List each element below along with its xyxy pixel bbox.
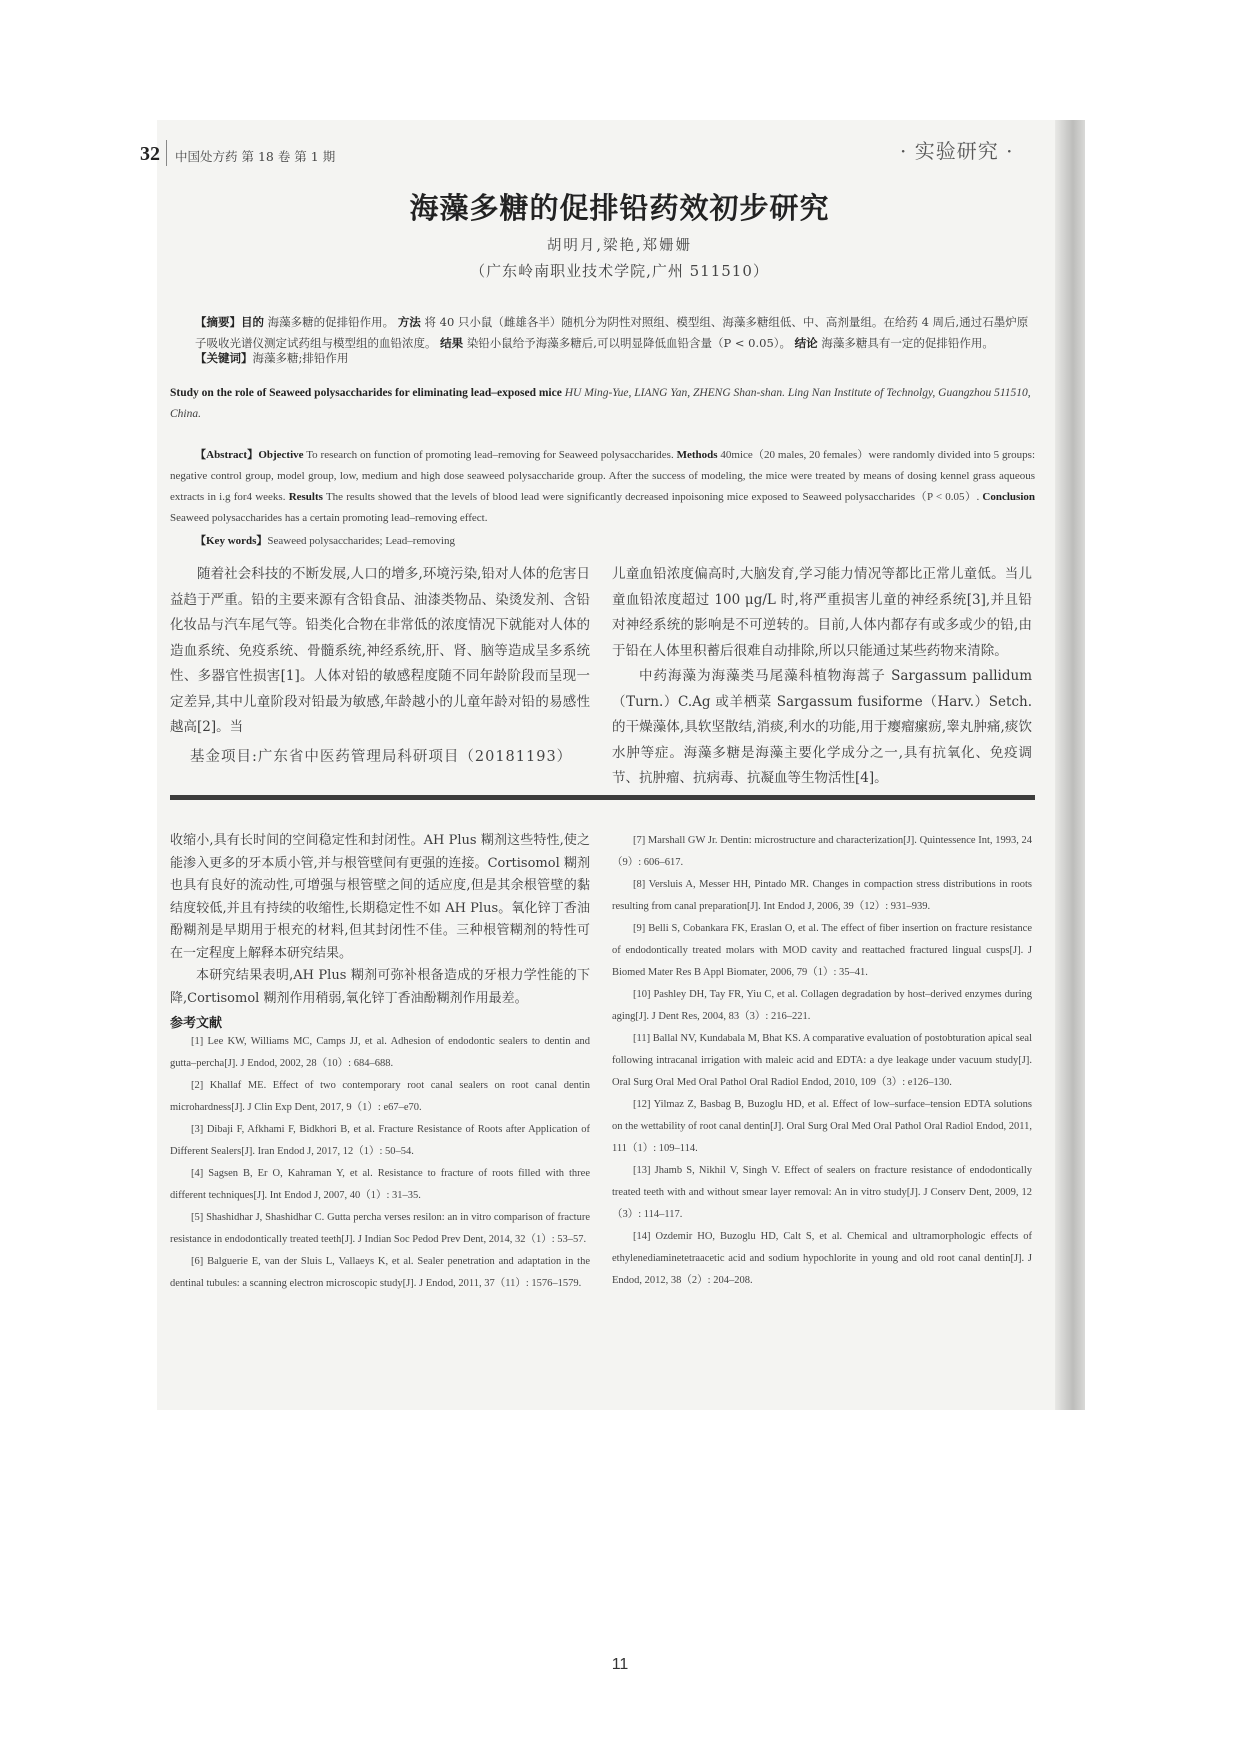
reference-item: [9] Belli S, Cobankara FK, Eraslan O, et al. The effect of fiber insertion on fracture resistance of endodontically treated molars with MOD cavity and reattached fractured lingual cusps[J]. J Biomed Mater Res B Appl Biomater, 2006, 79（1）: 35–41. [612,923,1032,978]
reference-item: [10] Pashley DH, Tay FR, Yiu C, et al. Collagen degradation by host–derived enzymes during aging[J]. J Dent Res, 2004, 83（3）: 216–221. [612,989,1032,1022]
section-label: · 实验研究 · [900,139,1014,163]
journal-name: 中国处方药 第 18 卷 第 1 期 [175,149,336,164]
body-column-left [170,562,590,741]
body-column-right [612,562,1032,792]
reference-item: [2] Khallaf ME. Effect of two contemporary root canal sealers on root canal dentin microhardness[J]. J Clin Exp Dent, 2017, 9（1）: e67–e70. [170,1080,590,1113]
keywords-cn: 【关键词】海藻多糖;排铅作用 [195,351,349,365]
page-number: 11 [611,1656,629,1673]
abstract-cn-label: 【摘要】 [195,315,241,329]
english-title-block [170,383,1035,425]
reference-item: [11] Ballal NV, Kundabala M, Bhat KS. A comparative evaluation of postobturation apical seal following intracanal irrigation with maleic acid and EDTA: a dye leakage under vacuum study[J]. Oral Surg Oral Med Oral Pathol Oral Radiol Endod, 2010, 109（3）: e126–130. [612,1033,1032,1088]
reference-item: [5] Shashidhar J, Shashidhar C. Gutta percha verses resilon: an in vitro comparison of fracture resistance in endodontically treated teeth[J]. J Indian Soc Pedod Prev Dent, 2014, 32（1）: 53–57. [170,1212,590,1245]
lower-column-right [612,830,1032,1292]
reference-item: [12] Yilmaz Z, Basbag B, Buzoglu HD, et al. Effect of low–surface–tension EDTA solutions on the wettability of root canal dentin[J]. Oral Surg Oral Med Oral Pathol Oral Radiol Endod, 2011, 111（1）: 109–114. [612,1099,1032,1154]
reference-item: [6] Balguerie E, van der Sluis L, Vallaeys K, et al. Sealer penetration and adaptation in the dentinal tubules: a scanning electron microscopic study[J]. J Endod, 2011, 37（11）: 1576–1579. [170,1256,590,1289]
english-title: Study on the role of Seaweed polysaccharides for eliminating lead–exposed mice [170,387,562,399]
fund-note: 基金项目:广东省中医药管理局科研项目（20181193） [190,749,573,765]
article-authors: 胡明月,梁艳,郑姗姗 [546,238,693,254]
reference-item: [13] Jhamb S, Nikhil V, Singh V. Effect of sealers on fracture resistance of endodontically treated teeth with and without smear layer removal: An in vitro study[J]. J Conserv Dent, 2009, 12（3）: 114–117. [612,1165,1032,1220]
section-divider [170,795,1035,800]
abstract-en: 【Abstract】Objective To research on function of promoting lead–removing for Seaweed polysaccharides. Methods 40mice（20 males, 20 females）were randomly divided into 5 groups: negative control group, model group, low, medium and high dose seaweed polysaccharide group. After the success of modeling, the mice were treated by means of dosing kennel grass aqueous extracts in i.g for4 weeks. Results The results showed that the levels of blood lead were significantly decreased inpoisoning mice exposed to Seaweed polysaccharides（P < 0.05）. Conclusion Seaweed polysaccharides has a certain promoting lead–removing effect. [170,449,1036,524]
header-divider [166,140,167,166]
reference-item: [7] Marshall GW Jr. Dentin: microstructure and characterization[J]. Quintessence Int, 1993, 24（9）: 606–617. [612,835,1032,868]
discussion-paragraph: 收缩小,具有长时间的空间稳定性和封闭性。AH Plus 糊剂这些特性,使之能渗入更多的牙本质小管,并与根管壁间有更强的连接。Cortisomol 糊剂也具有良好的流动性,可增强与根管壁之间的适应度,但是其余根管壁的黏结度较低,并且有持续的收缩性,长期稳定性不如 AH Plus。氧化锌丁香油酚糊剂是早期用于根充的材料,但其封闭性不佳。三种根管糊剂的特性可在一定程度上解释本研究结果。 [170,833,590,961]
article-affiliation: （广东岭南职业技术学院,广州 511510） [470,262,769,280]
references-heading: 参考文献 [170,1016,223,1031]
reference-item: [8] Versluis A, Messer HH, Pintado MR. Changes in compaction stress distributions in roots resulting from canal preparation[J]. Int Endod J, 2006, 39（12）: 931–939. [612,879,1032,912]
body-paragraph: 儿童血铅浓度偏高时,大脑发育,学习能力情况等都比正常儿童低。当儿童血铅浓度超过 100 μg/L 时,将严重损害儿童的神经系统[3],并且铅对神经系统的影响是不可逆转的。目前,人体内都存有或多或少的铅,由于铅在人体里积蓄后很难自动排除,所以只能通过某些药物来清除。 [612,566,1032,659]
reference-item: [3] Dibaji F, Afkhami F, Bidkhori B, et al. Fracture Resistance of Roots after Application of Different Sealers[J]. Iran Endod J, 2017, 12（1）: 50–54. [170,1124,590,1157]
scan-binding-shadow [1055,120,1085,1410]
abstract-cn: 【摘要】目的 海藻多糖的促排铅作用。 方法 将 40 只小鼠（雌雄各半）随机分为阴性对照组、模型组、海藻多糖组低、中、高剂量组。在给药 4 周后,通过石墨炉原子吸收光谱仪测定试药组与模型组的血铅浓度。 结果 染铅小鼠给予海藻多糖后,可以明显降低血铅含量（P < 0.05）。 结论 海藻多糖具有一定的促排铅作用。 [195,315,1029,350]
article-title: 海藻多糖的促排铅药效初步研究 [409,191,830,225]
reference-item: [14] Ozdemir HO, Buzoglu HD, Calt S, et al. Chemical and ultramorphologic effects of ethylenediaminetetraacetic acid and sodium hypochlorite in young and old root canal dentin[J]. J Endod, 2012, 38（2）: 204–208. [612,1231,1032,1286]
conclusion-paragraph: 本研究结果表明,AH Plus 糊剂可弥补根备造成的牙根力学性能的下降,Cortisomol 糊剂作用稍弱,氧化锌丁香油酚糊剂作用最差。 [170,968,590,1006]
body-paragraph: 中药海藻为海藻类马尾藻科植物海蒿子 Sargassum pallidum（Turn.）C.Ag 或羊栖菜 Sargassum fusiforme（Harv.）Setch. 的干燥藻体,具软坚散结,消痰,利水的功能,用于瘿瘤瘰疬,睾丸肿痛,痰饮水肿等症。海藻多糖是海藻主要化学成分之一,具有抗氧化、免疫调节、抗肿瘤、抗病毒、抗凝血等生物活性[4]。 [612,668,1032,786]
body-paragraph: 随着社会科技的不断发展,人口的增多,环境污染,铅对人体的危害日益趋于严重。铅的主要来源有含铅食品、油漆类物品、染烫发剂、含铅化妆品与汽车尾气等。铅类化合物在非常低的浓度情况下就能对人体的造血系统、免疫系统、骨髓系统,神经系统,肝、肾、脑等造成呈多系统性、多器官性损害[1]。人体对铅的敏感程度随不同年龄阶段而呈现一定差异,其中儿童阶段对铅最为敏感,年龄越小的儿童年龄对铅的易感性越高[2]。当 [170,566,590,735]
reference-item: [1] Lee KW, Williams MC, Camps JJ, et al. Adhesion of endodontic sealers to dentin and gutta–percha[J]. J Endod, 2002, 28（10）: 684–688. [170,1036,590,1069]
lower-column-left [170,830,590,1295]
journal-page-number: 32 [140,143,160,165]
reference-item: [4] Sagsen B, Er O, Kahraman Y, et al. Resistance to fracture of roots filled with three different techniques[J]. Int Endod J, 2007, 40（1）: 31–35. [170,1168,590,1201]
english-authors: HU Ming-Yue, LIANG Yan, ZHENG Shan-shan. Ling Nan Institute of Technolgy, Guangzhou 511510, China. [170,387,1031,420]
keywords-en: 【Key words】Seaweed polysaccharides; Lead–removing [195,535,455,547]
